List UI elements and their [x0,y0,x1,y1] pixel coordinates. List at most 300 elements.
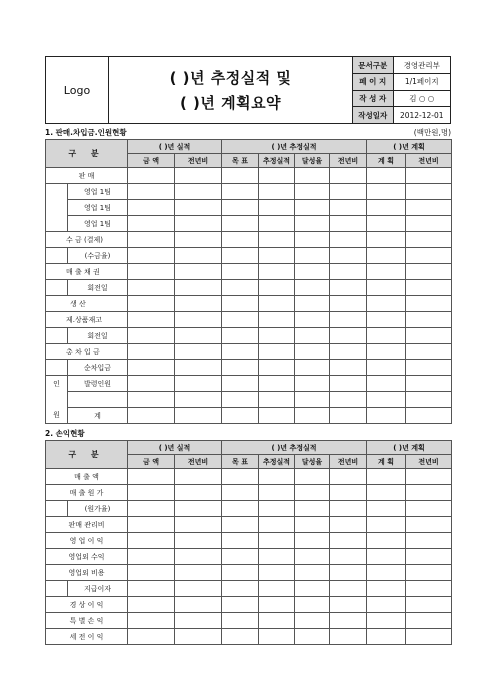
table-cell[interactable] [367,469,406,485]
col-header-yoy: 전년비 [175,455,222,469]
table-row [46,168,452,184]
table-cell[interactable] [406,248,452,264]
table-cell[interactable] [295,360,330,376]
table-cell[interactable] [128,360,175,376]
section-1-unit: (백만원,명) [413,128,451,137]
table-cell[interactable] [128,581,175,597]
table-cell[interactable] [295,280,330,296]
col-header-yoy: 전년비 [330,455,367,469]
table-cell[interactable] [367,200,406,216]
table-cell[interactable] [295,232,330,248]
table-row [46,248,452,264]
row-label-assigned-staff: 발령인원 [68,376,128,392]
table-cell[interactable] [406,264,452,280]
table-cell[interactable] [295,613,330,629]
table-row [46,392,452,408]
table-cell[interactable] [222,469,259,485]
table-cell[interactable] [222,328,259,344]
table-cell[interactable] [295,328,330,344]
table-cell[interactable] [222,296,259,312]
table-cell[interactable] [222,549,259,565]
table-cell[interactable] [259,312,295,328]
table-cell[interactable] [367,485,406,501]
table-cell[interactable] [259,296,295,312]
table-cell[interactable] [406,328,452,344]
table-cell[interactable] [128,501,175,517]
table-cell[interactable] [406,296,452,312]
table-cell[interactable] [295,533,330,549]
row-label-cogs: 매 출 원 가 [46,485,128,501]
table-cell[interactable] [367,565,406,581]
table-cell[interactable] [295,581,330,597]
table-cell[interactable] [175,501,222,517]
table-cell[interactable] [295,216,330,232]
table-cell[interactable] [367,344,406,360]
table-cell[interactable] [406,469,452,485]
table-cell[interactable] [175,485,222,501]
table-cell[interactable] [367,533,406,549]
table-cell[interactable] [222,200,259,216]
row-label-sga: 판매 관리비 [46,517,128,533]
table-cell[interactable] [259,264,295,280]
table-cell[interactable] [175,168,222,184]
table-cell[interactable] [128,312,175,328]
table-cell[interactable] [175,392,222,408]
table-cell[interactable] [175,200,222,216]
table-row [46,533,452,549]
table-cell[interactable] [259,469,295,485]
table-cell[interactable] [259,501,295,517]
table-cell[interactable] [406,533,452,549]
row-label-interest-paid: 지급이자 [68,581,128,597]
table-cell[interactable] [222,517,259,533]
row-label-net-loans: 순차입금 [68,360,128,376]
row-label-sales-team: 영업 1팀 [68,200,128,216]
table-cell[interactable] [330,533,367,549]
table-cell[interactable] [222,280,259,296]
table-cell[interactable] [330,344,367,360]
col-header-yoy: 전년비 [406,455,452,469]
table-cell[interactable] [406,597,452,613]
table-cell[interactable] [295,565,330,581]
table-cell[interactable] [330,549,367,565]
table-cell[interactable] [175,184,222,200]
table-cell[interactable] [222,533,259,549]
col-header-achievement-rate: 달성율 [295,154,330,168]
section-2-table [45,440,452,645]
col-group-prev-results: ( )년 실적 [128,140,222,154]
table-cell[interactable] [330,485,367,501]
title-line-1: ( )년 추정실적 및 [169,69,292,87]
table-cell[interactable] [295,168,330,184]
table-row [46,597,452,613]
document-title [109,57,353,123]
table-cell[interactable] [175,469,222,485]
table-cell[interactable] [406,232,452,248]
table-cell[interactable] [330,408,367,424]
table-cell[interactable] [222,408,259,424]
row-label-receivables: 매 출 채 권 [46,264,128,280]
section-1-table [45,139,452,424]
table-row [46,280,452,296]
table-cell[interactable] [367,168,406,184]
table-cell[interactable] [330,216,367,232]
table-cell[interactable] [406,613,452,629]
table-cell[interactable] [128,328,175,344]
logo-placeholder: Logo [46,57,109,123]
table-cell[interactable] [222,392,259,408]
table-cell[interactable] [406,565,452,581]
row-label-ordinary-profit: 경 상 이 익 [46,597,128,613]
table-row [46,200,452,216]
table-row [46,501,452,517]
table-cell[interactable] [330,328,367,344]
table-cell[interactable] [295,200,330,216]
table-cell[interactable] [175,613,222,629]
table-cell[interactable] [259,200,295,216]
table-cell[interactable] [406,280,452,296]
table-row [46,613,452,629]
document-header [45,56,451,124]
row-label-turnover-days: 회전일 [68,328,128,344]
table-cell[interactable] [330,296,367,312]
row-label-turnover-days: 회전일 [68,280,128,296]
table-cell[interactable] [367,501,406,517]
row-label-sales-team: 영업 1팀 [68,216,128,232]
col-header-category: 구 분 [46,140,128,168]
col-header-category: 구 분 [46,441,128,469]
table-cell[interactable] [222,232,259,248]
table-cell[interactable] [330,264,367,280]
table-cell[interactable] [367,296,406,312]
table-cell[interactable] [367,376,406,392]
col-header-yoy: 전년비 [330,154,367,168]
table-cell[interactable] [259,376,295,392]
table-cell[interactable] [367,328,406,344]
table-cell[interactable] [330,232,367,248]
table-cell[interactable] [175,344,222,360]
table-cell[interactable] [128,408,175,424]
row-label-sales: 판 매 [46,168,128,184]
col-group-plan: ( )년 계획 [367,441,452,455]
table-cell[interactable] [128,168,175,184]
table-cell[interactable] [128,549,175,565]
table-cell[interactable] [222,248,259,264]
table-cell[interactable] [406,360,452,376]
table-cell[interactable] [259,248,295,264]
table-cell[interactable] [175,264,222,280]
row-label-collection-rate: (수금율) [68,248,128,264]
row-label-non-operating-expense: 영업외 비용 [46,565,128,581]
table-cell[interactable] [259,485,295,501]
table-cell[interactable] [406,376,452,392]
table-row [46,344,452,360]
table-cell[interactable] [295,248,330,264]
row-label-sales-team: 영업 1팀 [68,184,128,200]
table-cell[interactable] [175,360,222,376]
table-cell[interactable] [128,392,175,408]
col-header-amount: 금 액 [128,455,175,469]
document-meta-table [353,57,450,123]
row-label-inventory: 제.상품재고 [46,312,128,328]
table-cell[interactable] [330,469,367,485]
table-cell[interactable] [128,597,175,613]
col-header-target: 목 표 [222,154,259,168]
table-cell[interactable] [175,248,222,264]
table-cell[interactable] [330,184,367,200]
col-header-estimate: 추정실적 [259,154,295,168]
table-cell[interactable] [259,232,295,248]
table-cell[interactable] [259,565,295,581]
table-cell[interactable] [406,501,452,517]
table-cell[interactable] [175,565,222,581]
table-cell[interactable] [175,408,222,424]
table-cell[interactable] [175,328,222,344]
col-header-amount: 금 액 [128,154,175,168]
table-cell[interactable] [128,565,175,581]
table-cell[interactable] [406,184,452,200]
table-cell[interactable] [128,629,175,645]
table-cell[interactable] [259,360,295,376]
table-cell[interactable] [175,597,222,613]
table-cell[interactable] [367,517,406,533]
table-cell[interactable] [406,485,452,501]
table-row [46,328,452,344]
table-cell[interactable] [330,200,367,216]
table-cell[interactable] [330,501,367,517]
table-cell[interactable] [330,517,367,533]
table-cell[interactable] [128,469,175,485]
table-cell[interactable] [259,408,295,424]
col-group-estimated-results: ( )년 추정실적 [222,441,367,455]
table-row [46,485,452,501]
table-cell[interactable] [68,392,128,408]
table-row [46,629,452,645]
table-cell[interactable] [330,280,367,296]
table-row [46,264,452,280]
table-cell[interactable] [295,296,330,312]
table-cell[interactable] [330,168,367,184]
row-label-collection: 수 금 (결제) [46,232,128,248]
table-cell[interactable] [295,392,330,408]
table-cell[interactable] [295,264,330,280]
table-cell[interactable] [367,597,406,613]
table-cell[interactable] [222,629,259,645]
row-label-non-operating-income: 영업외 수익 [46,549,128,565]
col-header-yoy: 전년비 [406,154,452,168]
table-cell[interactable] [222,485,259,501]
col-group-estimated-results: ( )년 추정실적 [222,140,367,154]
table-cell[interactable] [128,216,175,232]
table-cell[interactable] [367,613,406,629]
table-cell[interactable] [295,485,330,501]
table-cell[interactable] [128,613,175,629]
table-row [46,296,452,312]
table-cell[interactable] [406,312,452,328]
table-cell[interactable] [367,280,406,296]
table-cell[interactable] [128,248,175,264]
table-cell[interactable] [259,344,295,360]
table-cell[interactable] [295,184,330,200]
table-cell[interactable] [259,629,295,645]
table-cell[interactable] [222,501,259,517]
table-cell[interactable] [406,344,452,360]
table-cell[interactable] [295,597,330,613]
table-cell[interactable] [222,360,259,376]
table-cell[interactable] [295,501,330,517]
table-cell[interactable] [175,216,222,232]
table-cell[interactable] [295,312,330,328]
meta-value-author: 김 ○ ○ [393,90,450,107]
table-cell[interactable] [295,408,330,424]
col-header-achievement-rate: 달성율 [295,455,330,469]
table-cell[interactable] [330,360,367,376]
table-cell[interactable] [259,517,295,533]
table-cell[interactable] [367,312,406,328]
table-cell[interactable] [128,517,175,533]
table-cell[interactable] [175,232,222,248]
table-cell[interactable] [406,408,452,424]
table-cell[interactable] [128,485,175,501]
table-cell[interactable] [295,376,330,392]
table-cell[interactable] [128,344,175,360]
table-cell[interactable] [406,200,452,216]
table-row [46,312,452,328]
table-cell[interactable] [175,629,222,645]
table-cell[interactable] [175,549,222,565]
table-cell[interactable] [259,168,295,184]
table-cell[interactable] [222,168,259,184]
table-cell[interactable] [128,184,175,200]
table-cell[interactable] [222,216,259,232]
table-cell[interactable] [222,581,259,597]
table-cell[interactable] [406,392,452,408]
table-cell[interactable] [367,264,406,280]
table-cell[interactable] [330,629,367,645]
table-cell[interactable] [367,248,406,264]
table-cell[interactable] [259,392,295,408]
table-cell[interactable] [128,533,175,549]
title-line-2: ( )년 계획요약 [179,94,282,112]
col-header-plan: 계 획 [367,154,406,168]
table-row [46,216,452,232]
table-cell[interactable] [175,376,222,392]
table-cell[interactable] [128,200,175,216]
meta-key-date: 작성일자 [353,107,393,124]
row-label-operating-profit: 영 업 이 익 [46,533,128,549]
row-label-cost-rate: (원가율) [68,501,128,517]
section-1-title: 1. 판매.차입금.인원현황 [45,128,127,137]
col-header-yoy: 전년비 [175,154,222,168]
table-cell[interactable] [259,216,295,232]
table-cell[interactable] [259,328,295,344]
table-cell[interactable] [295,629,330,645]
table-cell[interactable] [222,264,259,280]
table-cell[interactable] [222,597,259,613]
table-cell[interactable] [295,549,330,565]
row-label-staff-total: 계 [68,408,128,424]
table-cell[interactable] [128,232,175,248]
table-cell[interactable] [222,312,259,328]
table-cell[interactable] [175,312,222,328]
table-cell[interactable] [128,280,175,296]
table-cell[interactable] [330,376,367,392]
table-cell[interactable] [259,597,295,613]
table-cell[interactable] [367,216,406,232]
table-cell[interactable] [367,360,406,376]
table-row [46,184,452,200]
table-cell[interactable] [259,280,295,296]
table-row [46,565,452,581]
table-cell[interactable] [367,408,406,424]
table-cell[interactable] [330,613,367,629]
table-cell[interactable] [259,549,295,565]
table-cell[interactable] [259,613,295,629]
table-cell[interactable] [128,376,175,392]
table-cell[interactable] [175,581,222,597]
table-cell[interactable] [295,469,330,485]
table-cell[interactable] [330,597,367,613]
table-cell[interactable] [259,533,295,549]
row-label-revenue: 매 출 액 [46,469,128,485]
table-cell[interactable] [128,296,175,312]
row-label-staff-char-1: 인 [46,376,68,392]
table-cell[interactable] [295,344,330,360]
table-cell[interactable] [330,312,367,328]
table-cell[interactable] [406,581,452,597]
table-row [46,408,452,424]
meta-value-page: 1/1페이지 [393,74,450,91]
table-cell[interactable] [367,232,406,248]
table-cell[interactable] [330,392,367,408]
table-cell[interactable] [175,296,222,312]
table-cell[interactable] [406,216,452,232]
table-cell[interactable] [367,549,406,565]
table-cell[interactable] [367,392,406,408]
table-cell[interactable] [406,517,452,533]
meta-key-author: 작 성 자 [353,90,393,107]
table-cell[interactable] [367,184,406,200]
table-cell[interactable] [367,629,406,645]
table-cell[interactable] [222,565,259,581]
table-cell[interactable] [259,581,295,597]
table-cell[interactable] [406,629,452,645]
table-cell[interactable] [406,549,452,565]
table-cell[interactable] [406,168,452,184]
table-cell[interactable] [330,581,367,597]
table-cell[interactable] [175,517,222,533]
table-cell[interactable] [222,344,259,360]
table-cell[interactable] [259,184,295,200]
table-cell[interactable] [222,613,259,629]
table-cell[interactable] [330,248,367,264]
table-cell[interactable] [295,517,330,533]
col-group-prev-results: ( )년 실적 [128,441,222,455]
col-header-estimate: 추정실적 [259,455,295,469]
table-cell[interactable] [222,184,259,200]
table-cell[interactable] [175,533,222,549]
meta-key-page: 페 이 지 [353,74,393,91]
table-cell[interactable] [175,280,222,296]
table-cell[interactable] [222,376,259,392]
table-cell[interactable] [330,565,367,581]
table-cell[interactable] [128,264,175,280]
table-cell[interactable] [367,581,406,597]
col-header-plan: 계 획 [367,455,406,469]
col-group-plan: ( )년 계획 [367,140,452,154]
table-row [46,376,452,392]
meta-value-date: 2012-12-01 [399,110,444,120]
